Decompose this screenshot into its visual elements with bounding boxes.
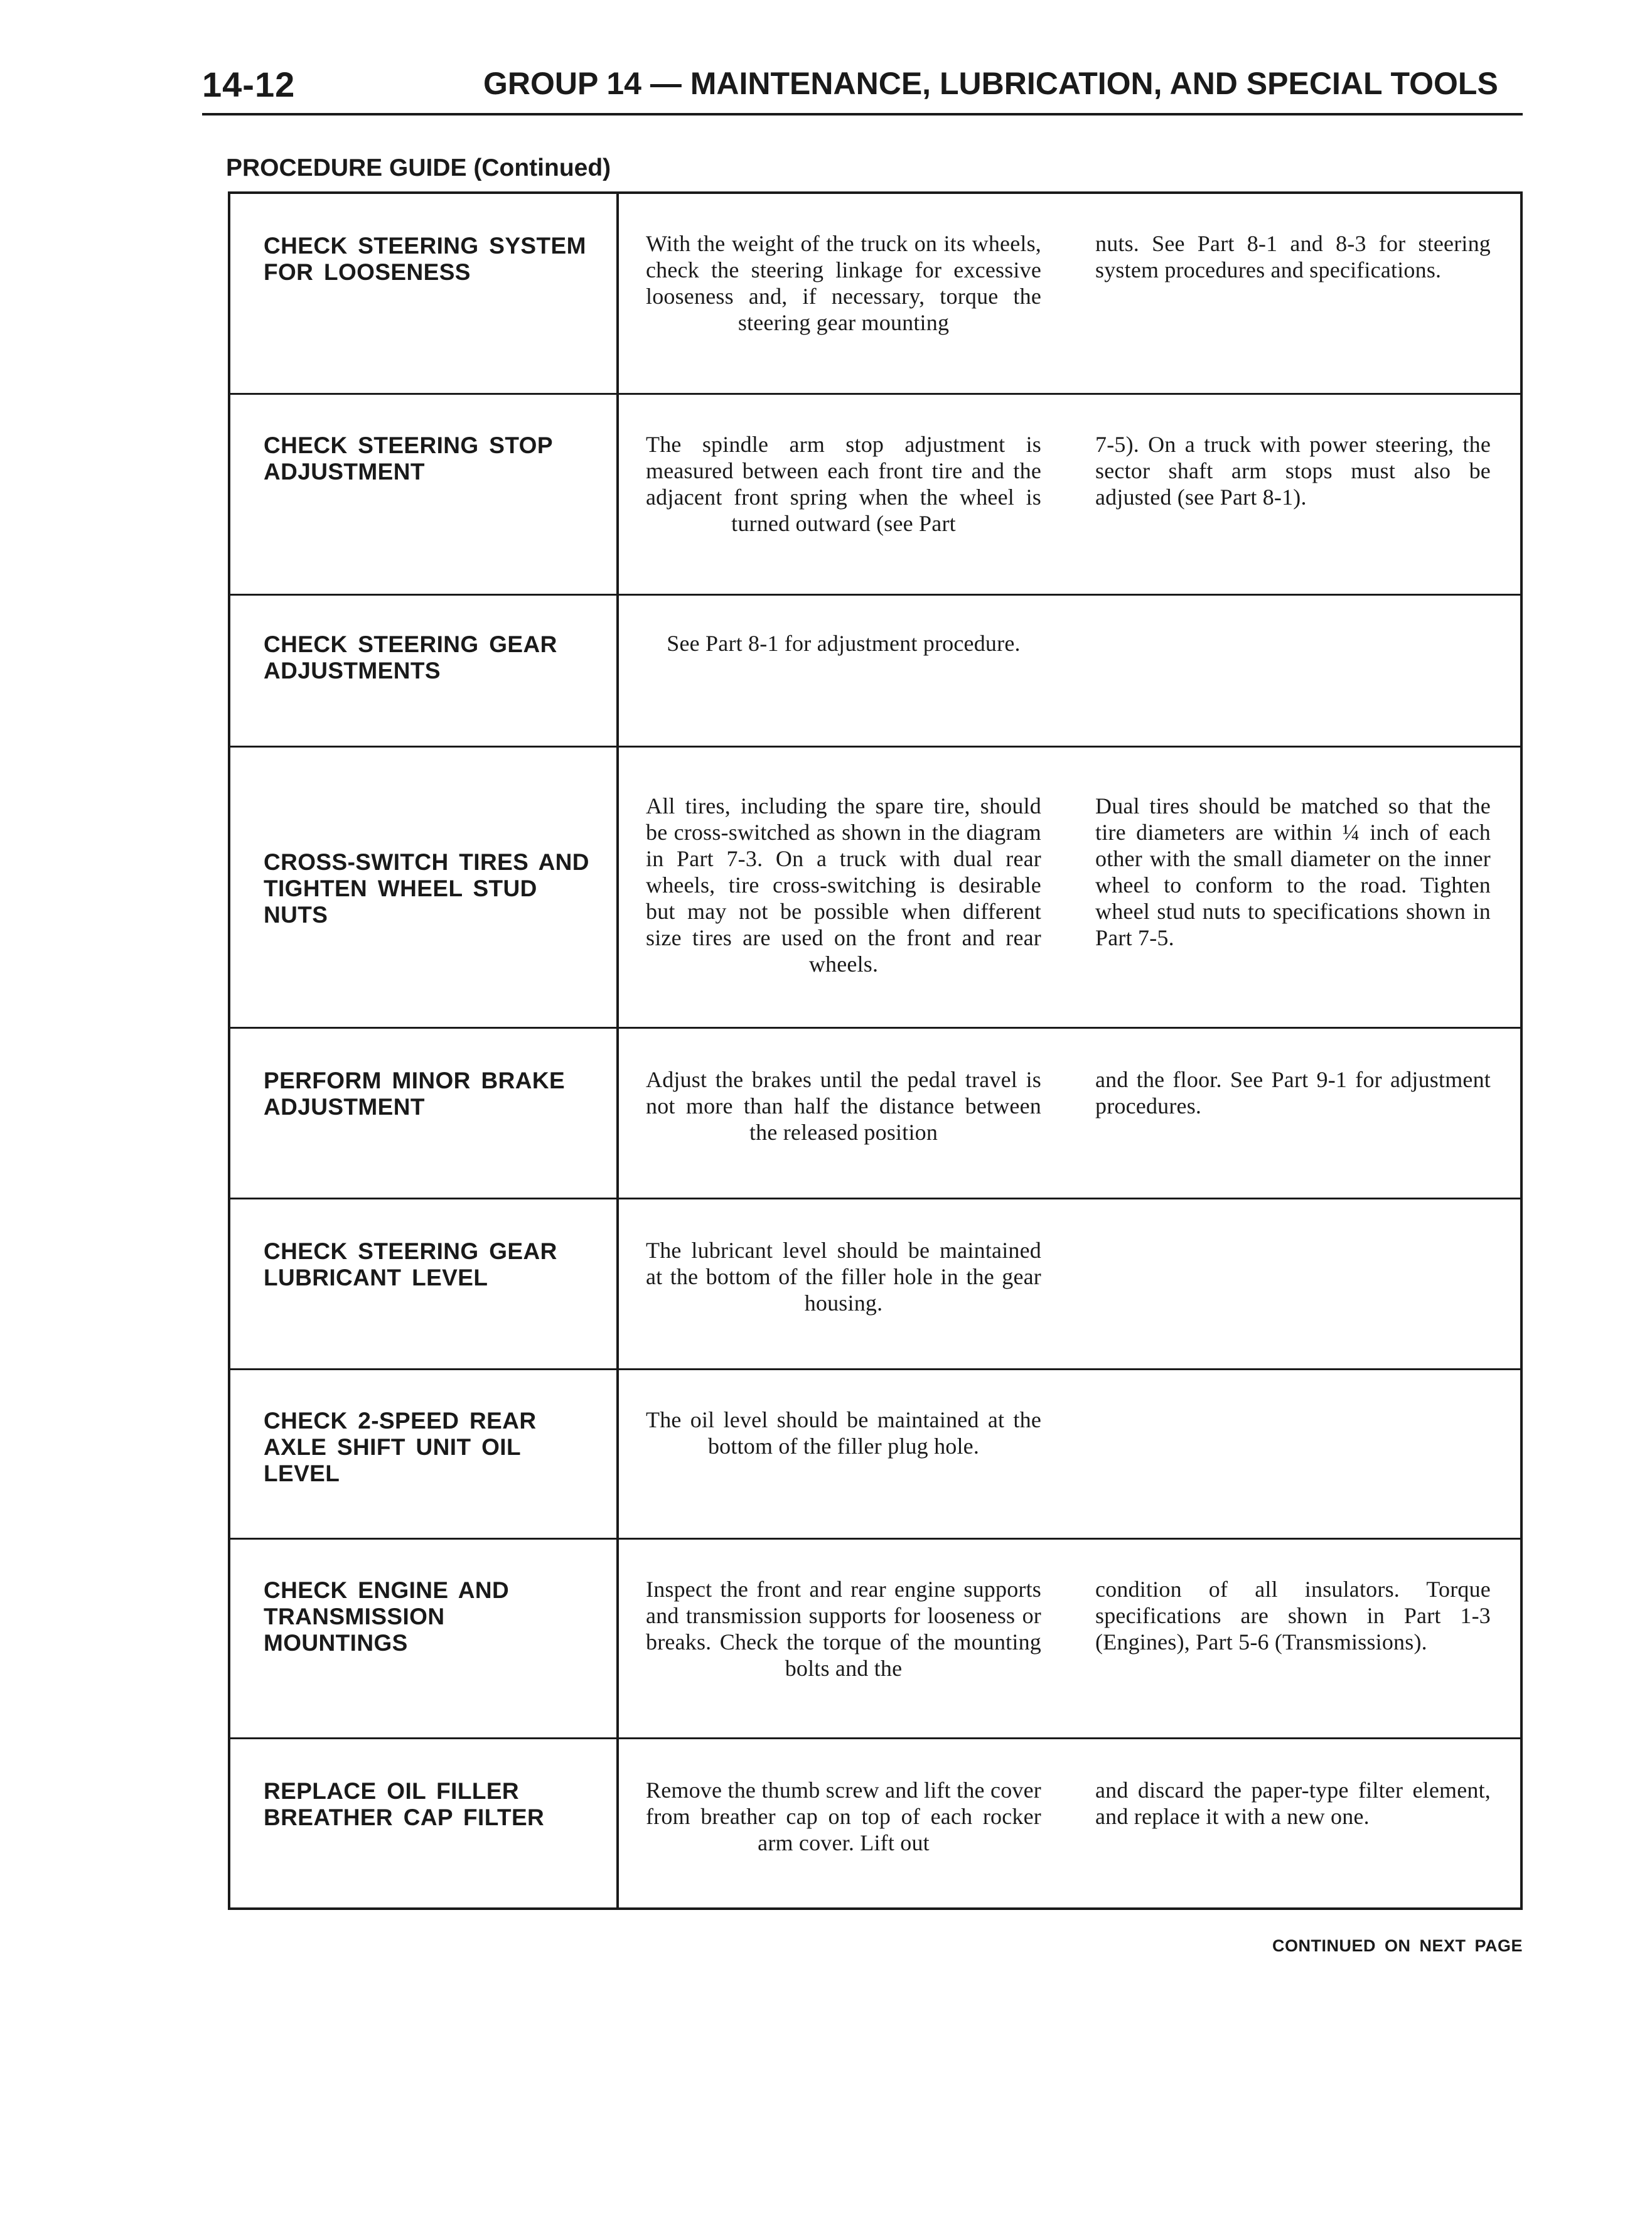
procedure-row bbox=[230, 1540, 1520, 1739]
procedure-row bbox=[230, 1739, 1520, 1907]
procedure-text-left: The oil level should be maintained at the bottom of the filler plug hole. bbox=[646, 1407, 1041, 1459]
procedure-title: REPLACE OIL FILLER BREATHER CAP FILTER bbox=[264, 1778, 545, 1830]
procedure-text-left: Remove the thumb screw and lift the cover from breather cap on top of each rocker arm cover. Lift out bbox=[646, 1778, 1041, 1855]
procedure-row bbox=[230, 596, 1520, 748]
procedure-title: CHECK STEERING GEAR LUBRICANT LEVEL bbox=[264, 1238, 557, 1290]
procedure-text-left: The lubricant level should be maintained at the bottom of the filler hole in the gear housing. bbox=[646, 1238, 1041, 1316]
procedure-text-right: and discard the paper-type filter element, and replace it with a new one. bbox=[1095, 1778, 1491, 1829]
section-title: PROCEDURE GUIDE (Continued) bbox=[226, 154, 611, 181]
procedure-row bbox=[230, 194, 1520, 395]
procedure-text-left: See Part 8-1 for adjustment procedure. bbox=[667, 631, 1021, 656]
procedure-title: CROSS-SWITCH TIRES AND TIGHTEN WHEEL STUD NUTS bbox=[264, 849, 589, 928]
procedure-text-left: Adjust the brakes until the pedal travel is not more than half the distance between the released position bbox=[646, 1067, 1041, 1145]
page-header bbox=[202, 58, 1523, 115]
procedure-table bbox=[228, 191, 1523, 1910]
procedure-text-right: condition of all insulators. Torque specifications are shown in Part 1-3 (Engines), Part 5-6 (Transmissions). bbox=[1095, 1577, 1491, 1655]
procedure-title: CHECK STEERING SYSTEM FOR LOOSENESS bbox=[264, 233, 586, 285]
procedure-title: CHECK ENGINE AND TRANSMISSION MOUNTINGS bbox=[264, 1577, 510, 1656]
procedure-row bbox=[230, 1199, 1520, 1370]
procedure-title: CHECK STEERING GEAR ADJUSTMENTS bbox=[264, 631, 557, 684]
procedure-title: PERFORM MINOR BRAKE ADJUSTMENT bbox=[264, 1068, 566, 1120]
procedure-row bbox=[230, 395, 1520, 596]
group-title: GROUP 14 — MAINTENANCE, LUBRICATION, AND SPECIAL TOOLS bbox=[483, 66, 1498, 101]
procedure-row bbox=[230, 748, 1520, 1029]
procedure-text-left: The spindle arm stop adjustment is measured between each front tire and the adjacent front spring when the wheel is turned outward (see Part bbox=[646, 432, 1041, 536]
procedure-text-left: With the weight of the truck on its wheels, check the steering linkage for excessive looseness and, if necessary, torque the steering gear mounting bbox=[646, 231, 1041, 335]
procedure-text-right: nuts. See Part 8-1 and 8-3 for steering system procedures and specifications. bbox=[1095, 231, 1491, 282]
procedure-title: CHECK STEERING STOP ADJUSTMENT bbox=[264, 432, 553, 485]
procedure-text-right: 7-5). On a truck with power steering, the sector shaft arm stops must also be adjusted (see Part 8-1). bbox=[1095, 432, 1491, 510]
procedure-text-right: and the floor. See Part 9-1 for adjustment procedures. bbox=[1095, 1067, 1491, 1118]
procedure-text-left: Inspect the front and rear engine supports and transmission supports for looseness or breaks. Check the torque of the mounting bolts and the bbox=[646, 1577, 1041, 1681]
procedure-row bbox=[230, 1029, 1520, 1199]
continued-note: CONTINUED ON NEXT PAGE bbox=[1272, 1936, 1523, 1955]
procedure-text-right: Dual tires should be matched so that the tire diameters are within ¼ inch of each other with the small diameter on the inner wheel to conform to the road. Tighten wheel stud nuts to specifications shown in Part 7-5. bbox=[1095, 793, 1491, 950]
page-number: 14-12 bbox=[202, 65, 296, 104]
procedure-title: CHECK 2-SPEED REAR AXLE SHIFT UNIT OIL LEVEL bbox=[264, 1408, 537, 1486]
procedure-row bbox=[230, 1370, 1520, 1540]
procedure-text-left: All tires, including the spare tire, should be cross-switched as shown in the diagram in Part 7-3. On a truck with dual rear wheels, tire cross-switching is desirable but may not be possible when different size tires are used on the front and rear wheels. bbox=[646, 793, 1041, 977]
